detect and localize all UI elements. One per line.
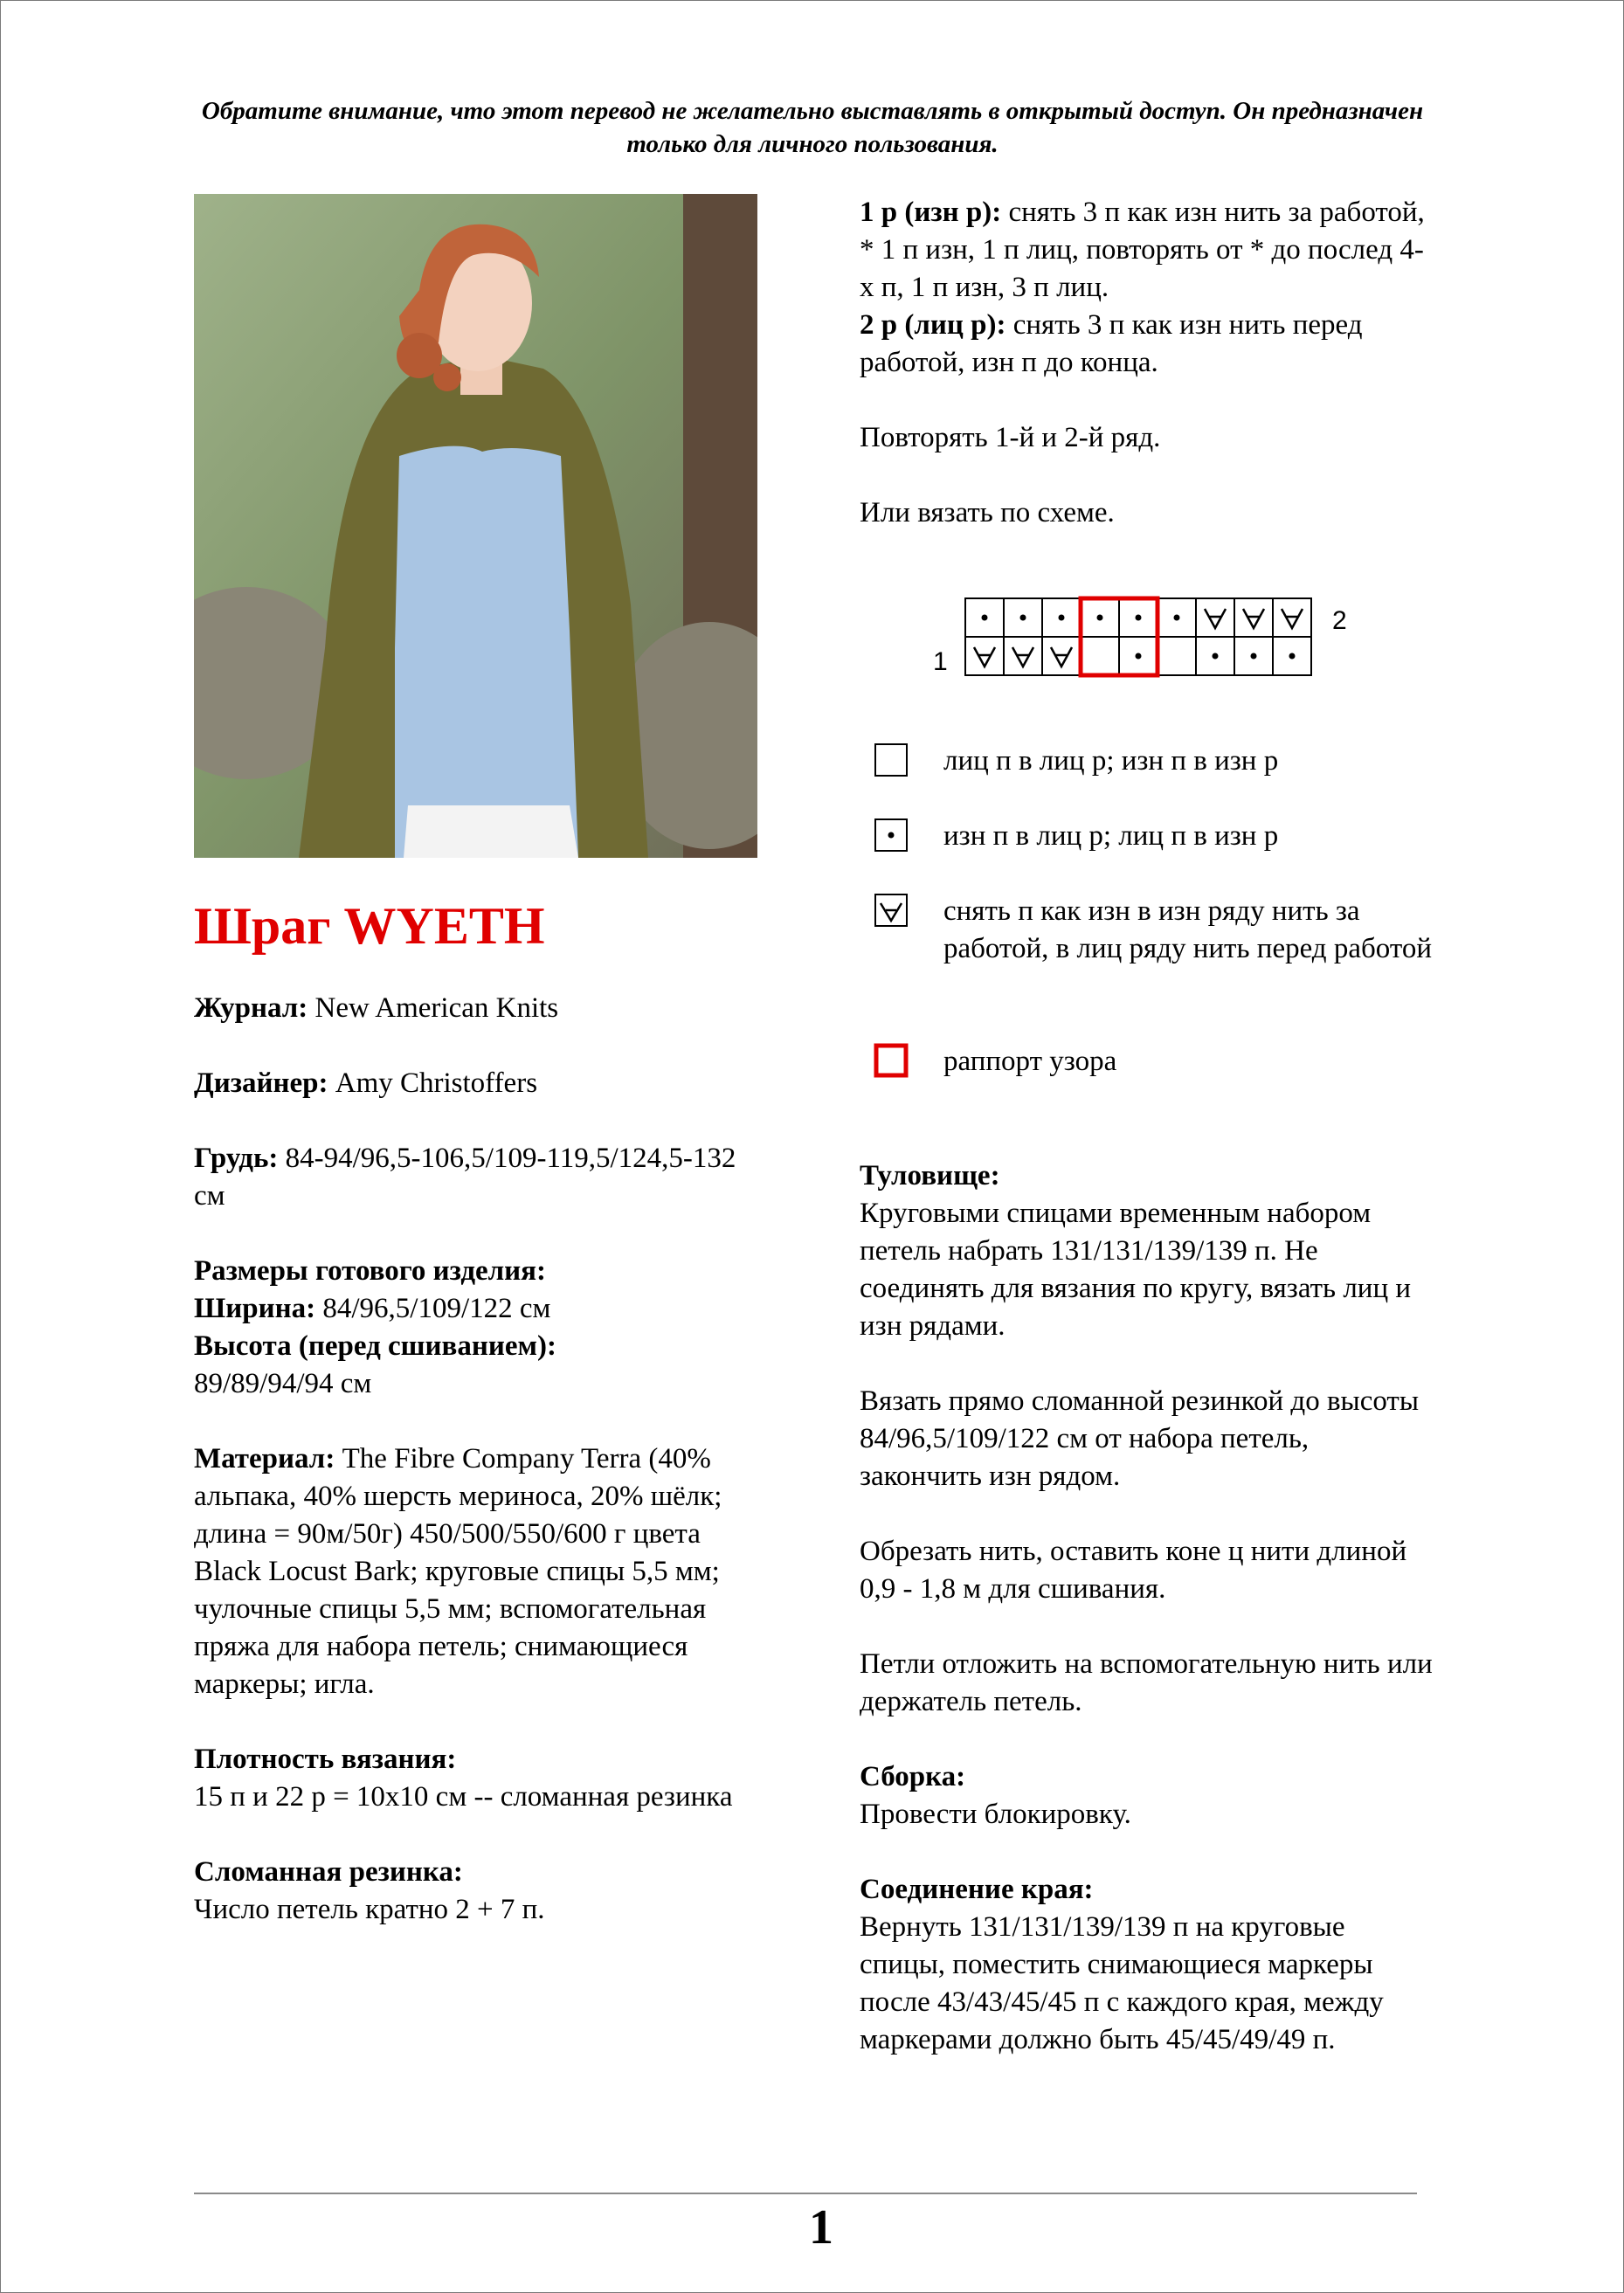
finished-size-block [194,1253,771,1403]
designer-line [194,1065,771,1102]
body-heading: Туловище: [860,1160,1000,1191]
purl-dot-icon [1289,653,1296,660]
legend-text: раппорт узора [943,1046,1117,1077]
edge-heading: Соединение края: [860,1874,1094,1905]
material-line [194,1440,771,1703]
journal-line [194,990,771,1027]
construction-instructions [860,1157,1436,2059]
knit-square-icon [874,742,909,777]
assembly-heading: Сборка: [860,1761,966,1792]
width-value: 84/96,5/109/122 см [322,1293,551,1324]
page-number: 1 [809,2200,833,2255]
slip-stitch-icon [874,893,909,928]
rib-label: Сломанная резинка: [194,1856,463,1888]
repeat-instruction: Повторять 1-й и 2-й ряд. [860,422,1161,453]
model-photo [194,194,757,858]
rib-value: Число петель кратно 2 + 7 п. [194,1894,545,1925]
chart-row-label-2: 2 [1332,606,1347,635]
width-label: Ширина: [194,1293,316,1324]
journal-value: New American Knits [314,992,559,1024]
row1-text: снять 3 п как изн нить за работой, * 1 п изн, 1 п лиц, повторять от * до послед 4-х п, 1 п изн, 3 п лиц. [860,197,1425,303]
row1-instruction [860,194,1436,307]
purl-dot-icon [982,615,988,621]
body-paragraph-2: Вязать прямо сломанной резинкой до высоты 84/96,5/109/122 см от набора петель, закончить изн рядом. [860,1385,1420,1492]
material-value: The Fibre Company Terra (40% альпака, 40% шерсть мериноса, 20% шёлк; длина = 90м/50г) 450/500/550/600 г цвета Black Locust Bark; круговые спицы 5,5 мм; чулочные спицы 5,5 мм; вспомогательная пряжа для набора петель; снимающиеся маркеры; игла. [194,1443,722,1700]
purl-dot-icon [1059,615,1065,621]
purl-dot-icon [1174,615,1180,621]
gauge-block [194,1741,771,1816]
row2-label: 2 р (лиц р): [860,309,1006,341]
pattern-instructions [860,194,1436,570]
designer-value: Amy Christoffers [335,1067,538,1099]
width-line [194,1290,771,1328]
model-photo-illustration [194,194,757,858]
purl-dot-icon [1020,615,1026,621]
chart-row-label-1: 1 [933,647,948,676]
journal-label: Журнал: [194,992,308,1024]
chest-label: Грудь: [194,1143,279,1174]
pattern-title: Шраг WYETH [194,897,545,955]
body-paragraph-4: Петли отложить на вспомогательную нить или держатель петель. [860,1648,1433,1717]
gauge-label: Плотность вязания: [194,1744,457,1775]
row2-text: снять 3 п как изн нить перед работой, изн п до конца. [860,309,1363,378]
row1-label: 1 р (изн р): [860,197,1002,228]
material-label: Материал: [194,1443,335,1475]
repeat-box-icon [874,1043,909,1078]
height-value: 89/89/94/94 см [194,1368,372,1399]
chart-intro: Или вязать по схеме. [860,497,1115,528]
body-paragraph-1: Круговыми спицами временным набором петель набрать 131/131/139/139 п. Не соединять для вязания по кругу, вязать лиц и изн рядами. [860,1198,1412,1342]
row2-instruction [860,307,1436,382]
purl-dot-icon [1136,653,1142,660]
purl-dot-icon [1097,615,1103,621]
gauge-value: 15 п и 22 р = 10x10 см -- сломанная резинка [194,1781,733,1813]
rib-block [194,1854,771,1929]
chart-grid [965,598,1311,675]
purl-dot-icon [1136,615,1142,621]
legend-text: изн п в лиц р; лиц п в изн р [943,820,1279,852]
translation-notice: Обратите внимание, что этот перевод не желательно выставлять в открытый доступ. Он предназначен только для личного пользования. [201,97,1424,158]
body-paragraph-3: Обрезать нить, оставить коне ц нити длиной 0,9 - 1,8 м для сшивания. [860,1536,1407,1605]
left-column [194,895,771,1966]
chart-cell-knit [1081,637,1119,675]
height-label: Высота (перед сшиванием): [194,1330,556,1362]
edge-text: Вернуть 131/131/139/139 п на круговые спицы, поместить снимающиеся маркеры после 43/43/45/45 п с каждого края, между маркерами должно быть 45/45/49/49 п. [860,1911,1384,2055]
chest-value: 84-94/96,5-106,5/109-119,5/124,5-132 см [194,1143,736,1212]
chart-cell-knit [1158,637,1196,675]
chest-line [194,1140,771,1215]
purl-dot-icon [1251,653,1257,660]
footer-rule [194,2193,1417,2194]
purl-dot-icon [1213,653,1219,660]
legend-text: лиц п в лиц р; изн п в изн р [943,745,1279,777]
stitch-chart [926,590,1363,686]
assembly-text: Провести блокировку. [860,1799,1131,1830]
designer-label: Дизайнер: [194,1067,328,1099]
legend-text: снять п как изн в изн ряду нить за работой, в лиц ряду нить перед работой [943,895,1432,964]
purl-dot-icon [874,818,909,853]
finished-size-label: Размеры готового изделия: [194,1255,547,1287]
